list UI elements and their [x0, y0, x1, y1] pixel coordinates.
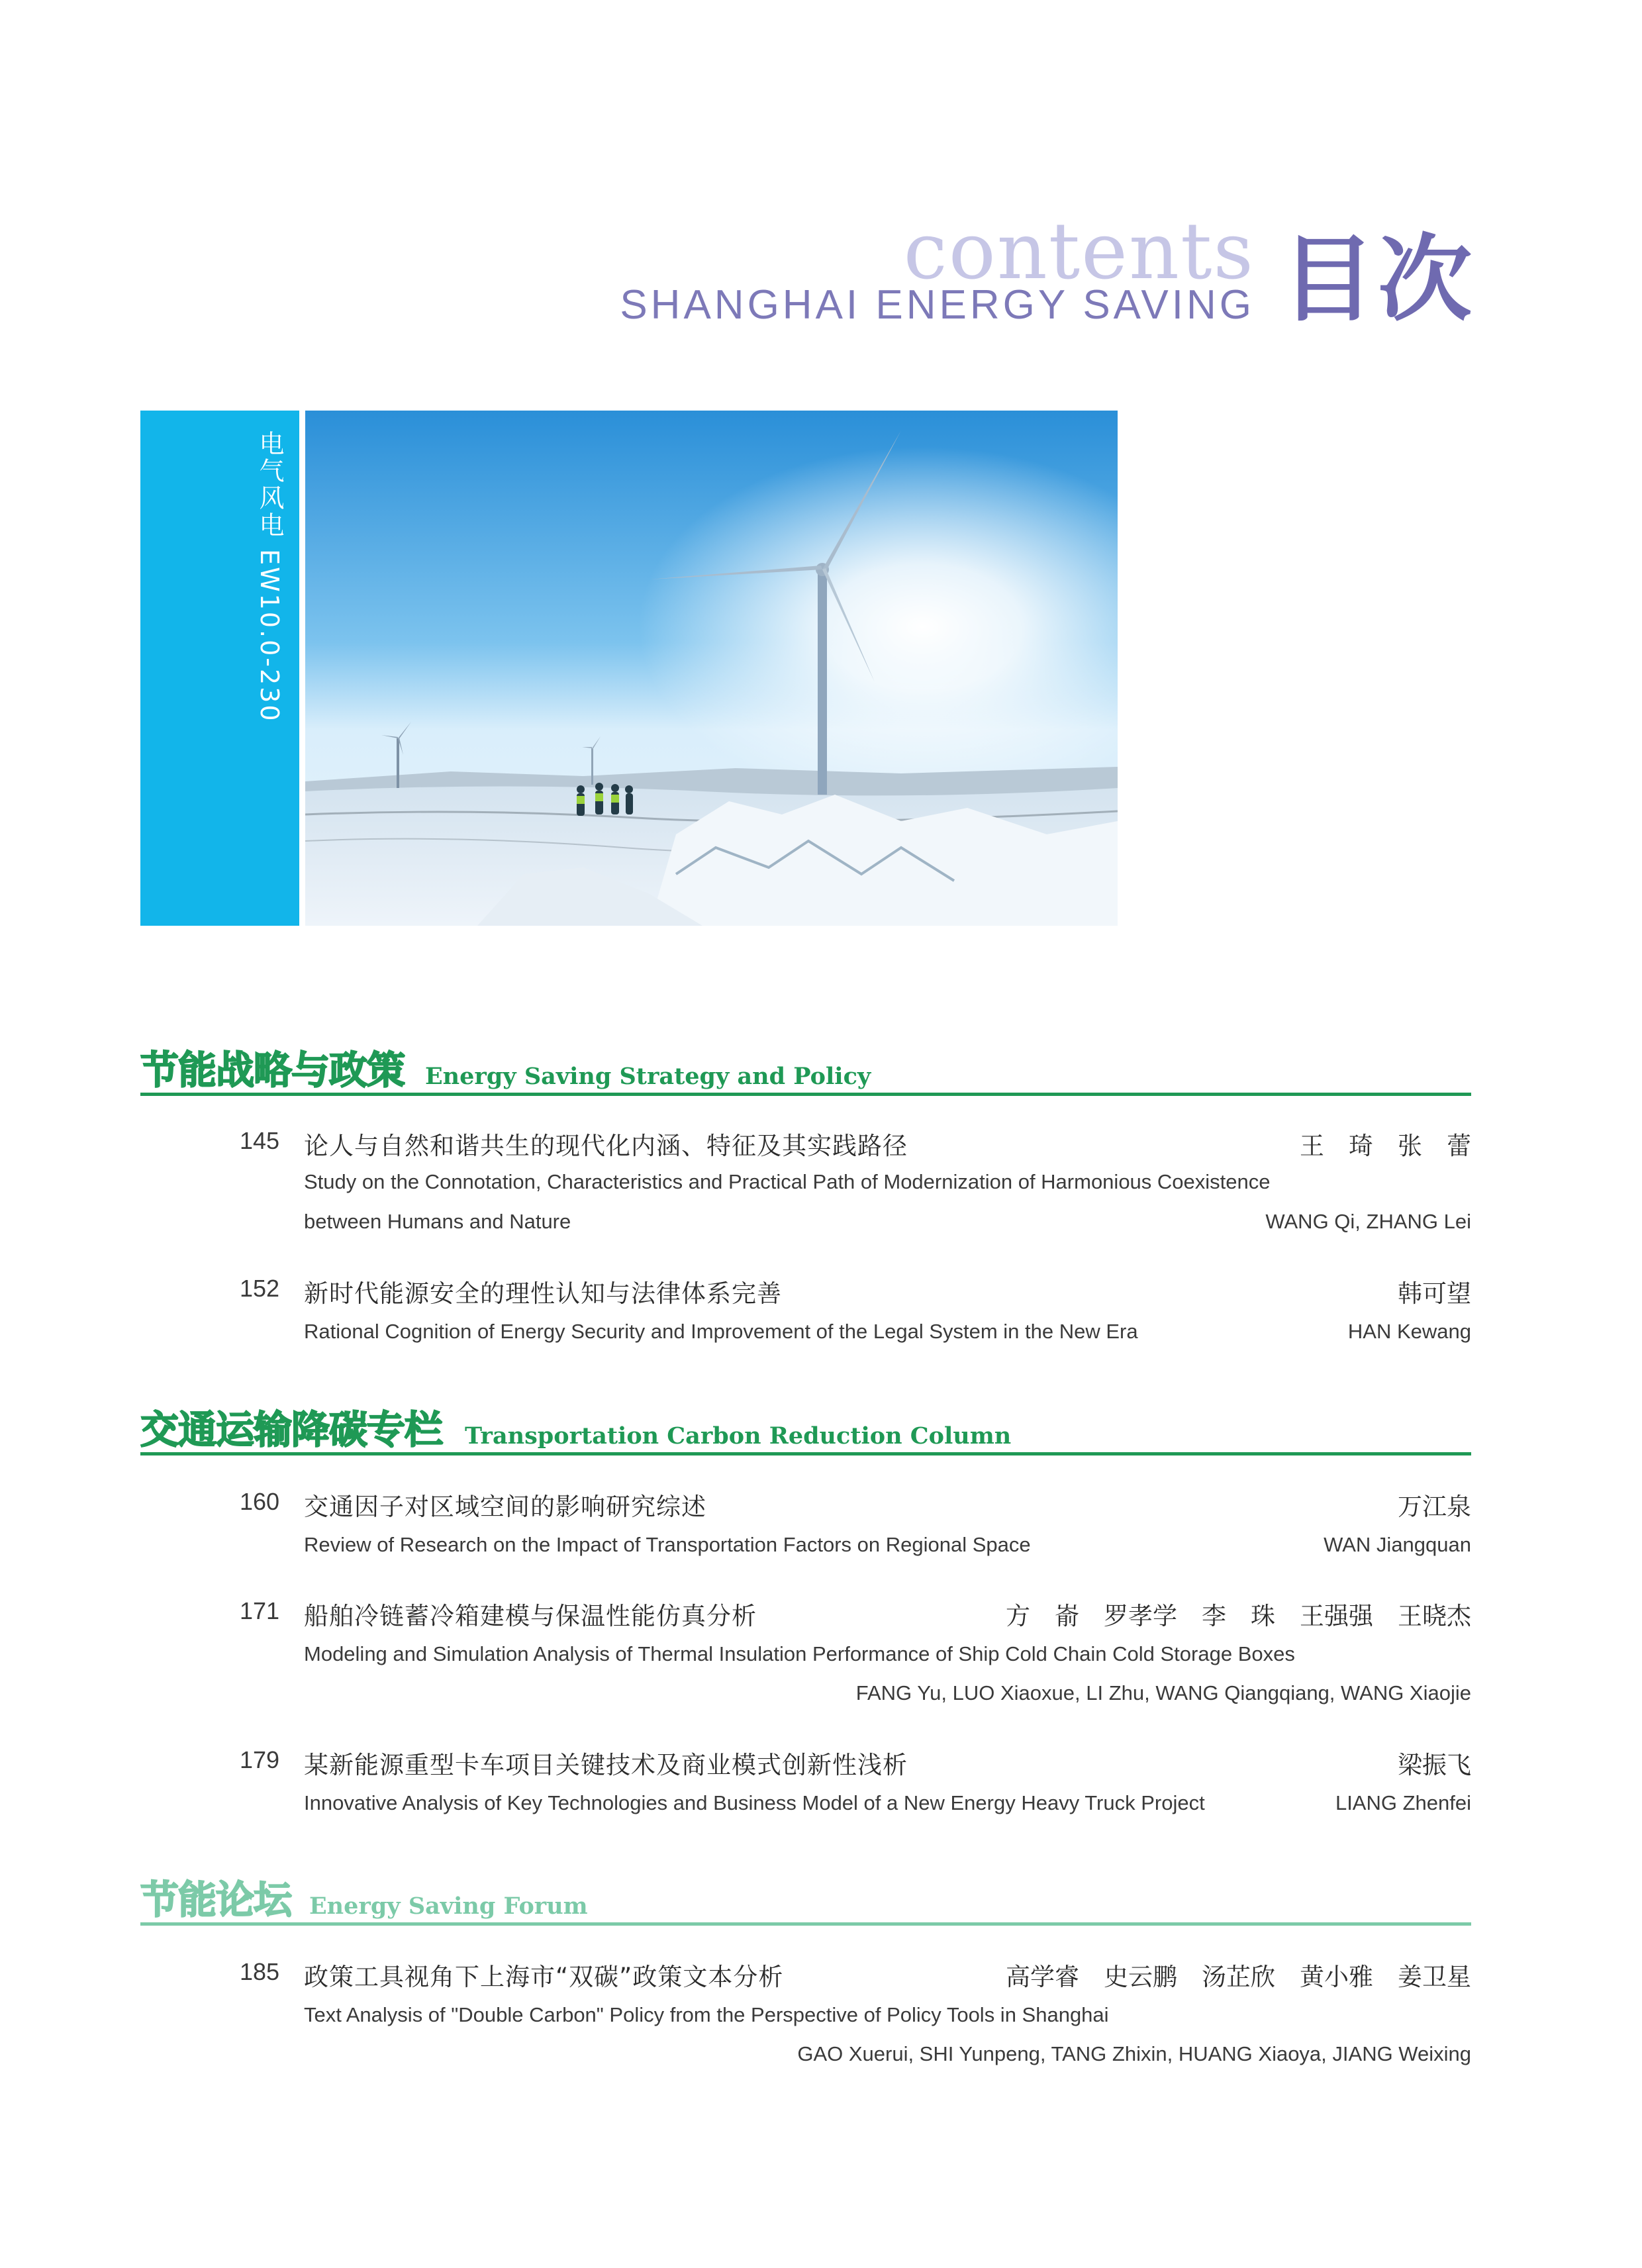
authors-en: HAN Kewang — [1347, 1320, 1471, 1343]
section-title-en: Energy Saving Strategy and Policy — [425, 1063, 871, 1090]
authors-cn: 方 嵛 罗孝学 李 珠 王强强 王晓杰 — [1006, 1602, 1471, 1630]
cover-photo — [305, 411, 1118, 926]
authors-en: FANG Yu, LUO Xiaoxue, LI Zhu, WANG Qiangqiang, WANG Xiaojie — [855, 1681, 1471, 1704]
article-title-en: Modeling and Simulation Analysis of Thermal Insulation Performance of Ship Cold Chain Cold Storage Boxes — [304, 1642, 1295, 1665]
cover-caption: 电气风电 EW10.0-230 — [255, 430, 284, 723]
page-number: 145 — [240, 1127, 280, 1154]
section-title-en: Transportation Carbon Reduction Column — [465, 1422, 1012, 1450]
page-number: 152 — [240, 1275, 280, 1302]
article-title-cn: 新时代能源安全的理性认知与法律体系完善 — [304, 1279, 782, 1308]
section-header-strategy-policy — [140, 1043, 1471, 1096]
page-title: 目次 — [1281, 225, 1474, 334]
authors-en: WAN Jiangquan — [1324, 1533, 1471, 1556]
authors-cn: 万江泉 — [1398, 1493, 1471, 1521]
section-title-cn: 节能战略与政策 — [140, 1048, 405, 1093]
section-title-cn: 交通运输降碳专栏 — [140, 1407, 443, 1452]
authors-cn: 韩可望 — [1398, 1279, 1471, 1308]
journal-name-en: SHANGHAI ENERGY SAVING — [620, 282, 1255, 328]
section-title-en: Energy Saving Forum — [309, 1893, 588, 1920]
article-title-en: Review of Research on the Impact of Transportation Factors on Regional Space — [304, 1533, 1031, 1556]
article-title-en-cont: between Humans and Nature — [304, 1210, 571, 1233]
section-rule — [140, 1922, 1471, 1926]
page-number: 179 — [240, 1746, 280, 1773]
authors-en: GAO Xuerui, SHI Yunpeng, TANG Zhixin, HUANG Xiaoya, JIANG Weixing — [797, 2042, 1471, 2065]
article-title-cn: 船舶冷链蓄冷箱建模与保温性能仿真分析 — [304, 1602, 757, 1630]
authors-cn: 王 琦 张 蕾 — [1300, 1132, 1471, 1160]
authors-en: WANG Qi, ZHANG Lei — [1265, 1210, 1471, 1233]
authors-en: LIANG Zhenfei — [1335, 1791, 1471, 1814]
article-title-cn: 某新能源重型卡车项目关键技术及商业模式创新性浅析 — [304, 1751, 908, 1779]
authors-cn: 高学睿 史云鹏 汤芷欣 黄小雅 姜卫星 — [1006, 1963, 1471, 1991]
article-title-cn: 交通因子对区域空间的影响研究综述 — [304, 1493, 706, 1521]
section-rule — [140, 1093, 1471, 1096]
article-title-en: Study on the Connotation, Characteristics and Practical Path of Modernization of Harmonious Coexistence — [304, 1170, 1271, 1193]
article-title-cn: 论人与自然和谐共生的现代化内涵、特征及其实践路径 — [304, 1132, 908, 1160]
page-number: 171 — [240, 1597, 280, 1624]
page-number: 160 — [240, 1488, 280, 1515]
article-title-en: Text Analysis of "Double Carbon" Policy from the Perspective of Policy Tools in Shanghai — [304, 2003, 1109, 2026]
article-title-cn: 政策工具视角下上海市“双碳”政策文本分析 — [304, 1963, 784, 1991]
section-rule — [140, 1452, 1471, 1455]
article-title-en: Rational Cognition of Energy Security and Improvement of the Legal System in the New Era — [304, 1320, 1138, 1343]
section-header-energy-forum — [140, 1874, 1471, 1926]
authors-cn: 梁振飞 — [1398, 1751, 1471, 1779]
article-title-en: Innovative Analysis of Key Technologies and Business Model of a New Energy Heavy Truck Project — [304, 1791, 1205, 1814]
section-title-cn: 节能论坛 — [140, 1877, 292, 1922]
section-header-transport-carbon — [140, 1403, 1471, 1455]
contents-wordmark: contents — [903, 205, 1255, 297]
page-number: 185 — [240, 1958, 280, 1985]
